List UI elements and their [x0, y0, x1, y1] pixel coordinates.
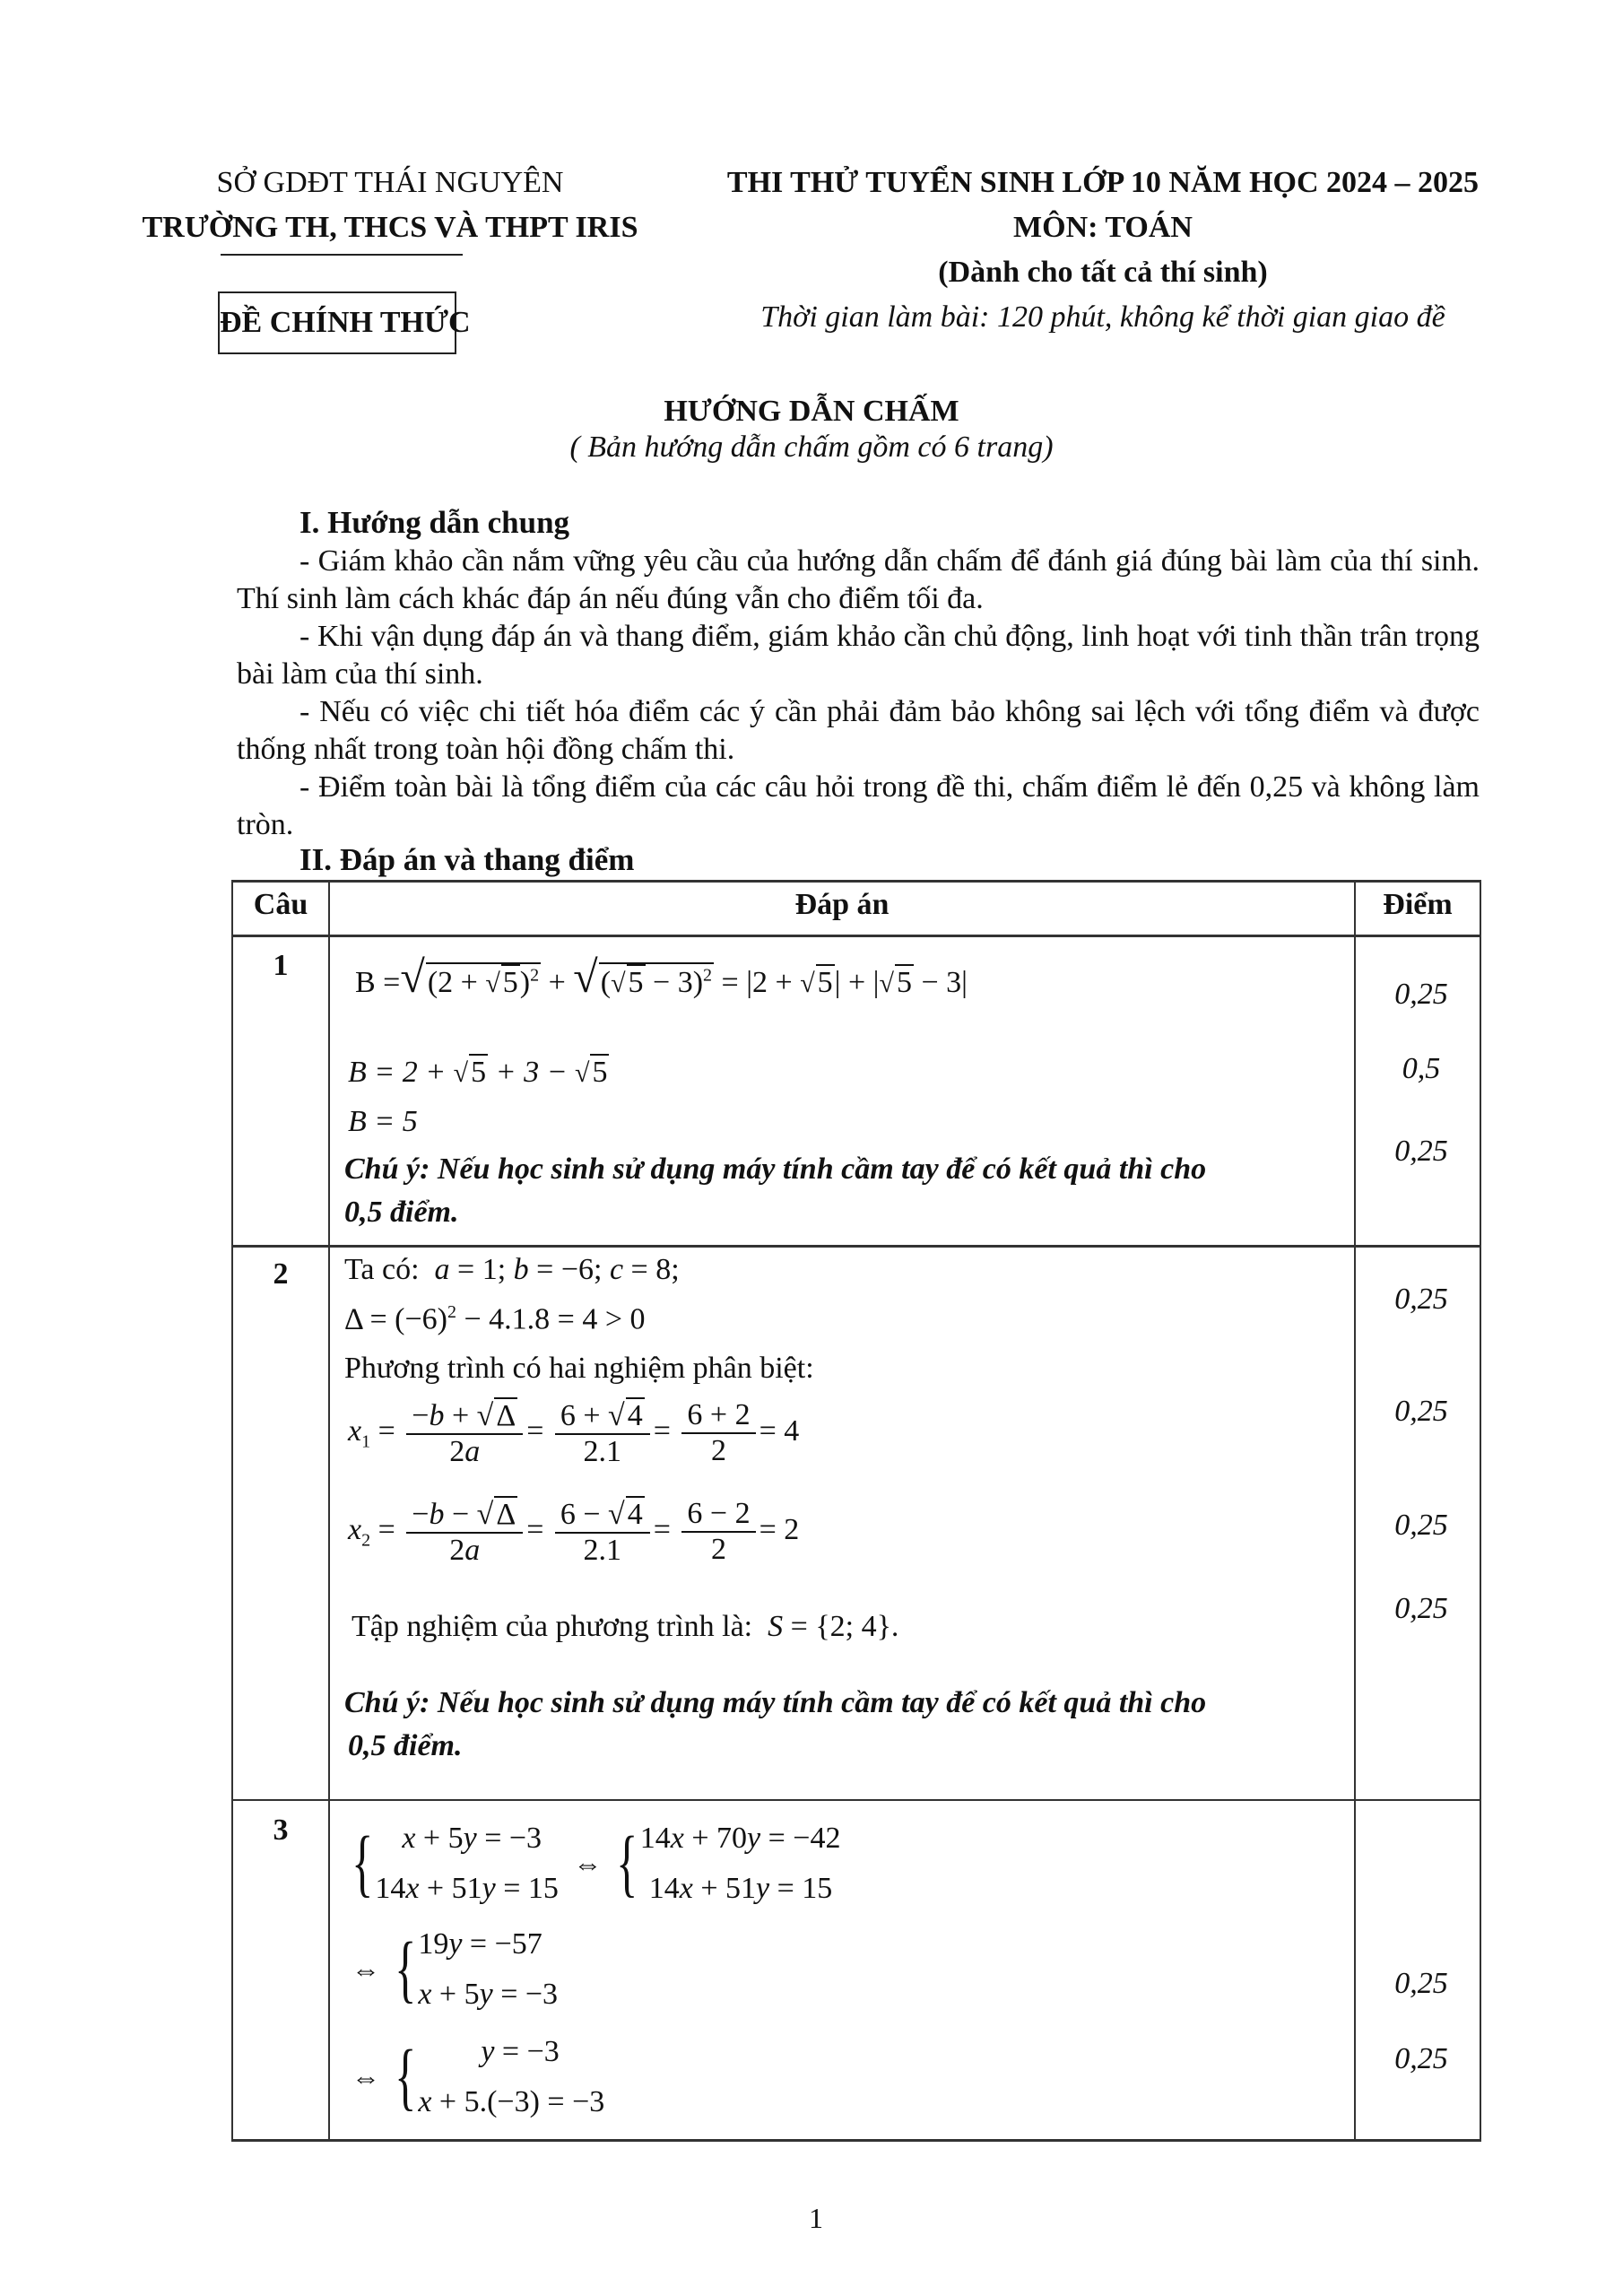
question-number: 3: [273, 1813, 289, 1847]
table-header-divider: [231, 935, 1481, 937]
score-value: 0,25: [1394, 1509, 1448, 1542]
page-title: HƯỚNG DẪN CHẤM: [664, 395, 959, 428]
header-underline: [221, 254, 463, 256]
column-header-score: Điểm: [1383, 888, 1453, 921]
row-divider-1: [231, 1245, 1481, 1248]
table-border-bottom: [231, 2139, 1481, 2142]
question-number: 1: [273, 949, 289, 982]
official-badge: ĐỀ CHÍNH THỨC: [218, 291, 456, 354]
score-value: 0,5: [1402, 1052, 1441, 1085]
table-border-right: [1480, 880, 1481, 2141]
section-answer-heading: II. Đáp án và thang điểm: [299, 842, 635, 877]
note-text: 0,5 điểm.: [348, 1729, 463, 1762]
section-general-heading: I. Hướng dẫn chung: [299, 505, 570, 540]
table-border-left: [231, 880, 233, 2141]
equation-line: Tập nghiệm của phương trình là: S = {2; 4}.: [352, 1610, 899, 1643]
column-divider-2: [1354, 880, 1356, 2141]
general-item-4: - Điểm toàn bài là tổng điểm của các câu hỏi trong đề thi, chấm điểm lẻ đến 0,25 và không làm tròn.: [237, 770, 1480, 841]
equation-line: B = 5: [348, 1105, 418, 1138]
equation-system: { x + 5y = −3 14x + 51y = 15 ⇔ {14x + 70y = −42 14x + 51y = 15: [352, 1822, 841, 1905]
score-value: 0,25: [1394, 1283, 1448, 1316]
score-value: 0,25: [1394, 1395, 1448, 1428]
subject: MÔN: TOÁN: [1013, 211, 1193, 244]
duration: Thời gian làm bài: 120 phút, không kể thời gian giao đề: [760, 300, 1445, 334]
department-name: SỞ GDĐT THÁI NGUYÊN: [216, 166, 564, 199]
table-border-top: [231, 880, 1481, 883]
score-value: 0,25: [1394, 978, 1448, 1011]
general-item-1: - Giám khảo cần nắm vững yêu cầu của hướng dẫn chấm để đánh giá đúng bài làm của thí sinh. Thí sinh làm cách khác đáp án nếu đúng vẫn cho điểm tối đa.: [237, 544, 1480, 615]
exam-title: THI THỬ TUYỂN SINH LỚP 10 NĂM HỌC 2024 – 2025: [726, 166, 1480, 199]
column-header-question: Câu: [253, 888, 308, 921]
score-value: 0,25: [1394, 1135, 1448, 1168]
question-number: 2: [273, 1257, 289, 1291]
general-item-3: - Nếu có việc chi tiết hóa điểm các ý cần phải đảm bảo không sai lệch với tổng điểm và được thống nhất trong toàn hội đồng chấm thi.: [237, 695, 1480, 766]
equation-line: $\Delta = (-6)^2 - 4.1.8 = 4 > 0$: [344, 1302, 646, 1336]
general-item-2: - Khi vận dụng đáp án và thang điểm, giám khảo cần chủ động, linh hoạt với tinh thần trân trọng bài làm của thí sinh.: [237, 620, 1480, 691]
equation-system: ⇔ { y = −3 x + 5.(−3) = −3: [352, 2035, 605, 2118]
column-header-answer: Đáp án: [794, 888, 890, 921]
note-text: Chú ý: Nếu học sinh sử dụng máy tính cầm tay để có kết quả thì cho: [344, 1686, 1207, 1719]
audience: (Dành cho tất cả thí sinh): [938, 256, 1268, 289]
score-value: 0,25: [1394, 1592, 1448, 1625]
score-value: 0,25: [1394, 1967, 1448, 2000]
equation-line: $x_1$ = $\frac{-b + √\Delta}{2a}$ = $\frac{6 + √4}{2.1}$ = $\frac{6 + 2}{2}$ = 4: [348, 1398, 800, 1468]
school-name: TRƯỜNG TH, THCS VÀ THPT IRIS: [142, 211, 638, 244]
note-text: 0,5 điểm.: [344, 1196, 459, 1229]
equation-line: $x_2$ = $\frac{-b - √\Delta}{2a}$ = $\frac{6 - √4}{2.1}$ = $\frac{6 - 2}{2}$ = 2: [348, 1497, 800, 1567]
note-text: Chú ý: Nếu học sinh sử dụng máy tính cầm tay để có kết quả thì cho: [344, 1152, 1207, 1186]
column-divider-1: [328, 880, 330, 2141]
equation-line: Ta có: a = 1; b = −6; c = 8;: [344, 1253, 680, 1286]
equation-line: $B =√(2 + √5)^2 + √(√5 - 3)^2 = |2 + √5| + |√5 - 3|$: [355, 952, 968, 1002]
page-subtitle: ( Bản hướng dẫn chấm gồm có 6 trang): [569, 430, 1054, 464]
text-label: Ta có:: [344, 1253, 420, 1286]
page-number: 1: [809, 2202, 823, 2234]
equation-line: B = 2 + √5 + 3 − √5: [348, 1056, 608, 1089]
row-divider-2: [231, 1799, 1481, 1801]
equation-system: ⇔ {19y = −57 x + 5y = −3: [352, 1927, 559, 2011]
text-line: Phương trình có hai nghiệm phân biệt:: [344, 1352, 814, 1385]
text-label: Tập nghiệm của phương trình là:: [352, 1610, 753, 1643]
score-value: 0,25: [1394, 2042, 1448, 2075]
